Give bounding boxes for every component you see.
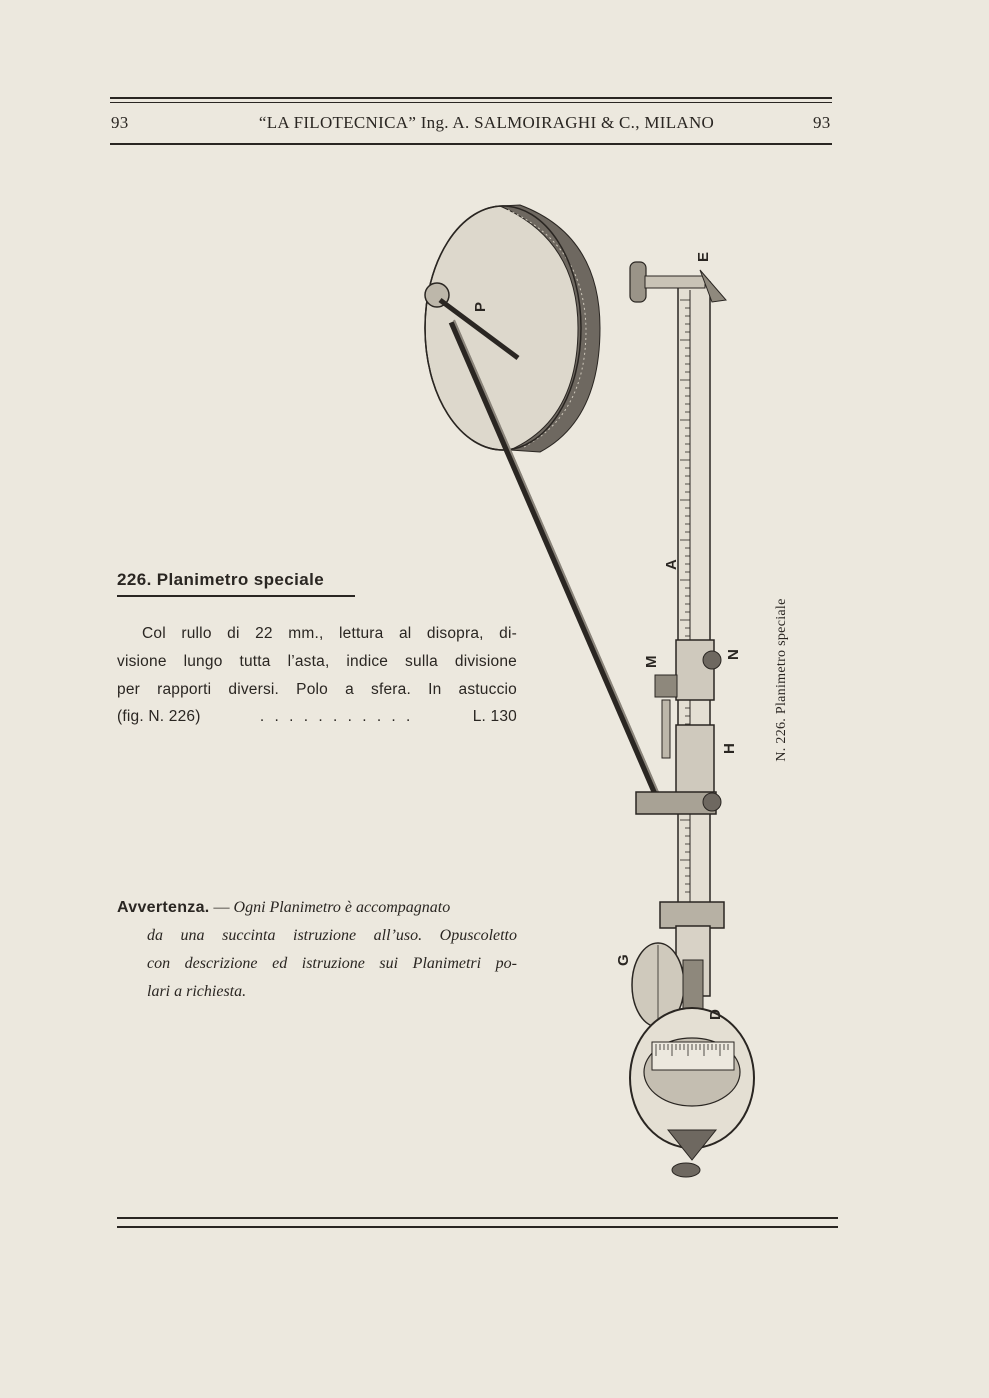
page-number-right: 93	[813, 113, 831, 132]
page-number-left: 93	[111, 113, 129, 132]
section-line-3: per rapporti diversi. Polo a sfera. In astuccio	[117, 681, 517, 698]
section-title-underline	[117, 595, 355, 597]
note-line-3: con descrizione ed istruzione sui Planimetri po-	[147, 955, 517, 972]
price: L. 130	[472, 708, 517, 725]
note-label: Avvertenza.	[117, 899, 210, 916]
tracer-arm	[678, 282, 710, 912]
section-line-2: visione lungo tutta l’asta, indice sulla divisione	[117, 653, 517, 670]
section-line-1: Col rullo di 22 mm., lettura al disopra, di-	[142, 625, 517, 642]
figure-reference: (fig. N. 226)	[117, 708, 201, 725]
label-m: M	[643, 655, 660, 668]
label-n: N	[725, 649, 742, 660]
label-g: G	[615, 954, 632, 966]
footer-rule-bottom	[117, 1226, 838, 1228]
note-dash: —	[209, 899, 234, 916]
measuring-unit	[630, 902, 754, 1177]
label-p: P	[472, 301, 489, 312]
note-line-2: da una succinta istruzione all’uso. Opuscoletto	[147, 927, 517, 944]
note-line-4: lari a richiesta.	[147, 983, 247, 1000]
leader-dots: . . . . . . . . . . .	[259, 708, 414, 725]
note-line-1	[117, 899, 517, 917]
label-d: D	[707, 1009, 724, 1020]
note-text-1: Ogni Planimetro è accompagnato	[233, 899, 451, 916]
running-head: “LA FILOTECNICA” Ing. A. SALMOIRAGHI & C., MILANO	[258, 113, 715, 132]
figure-caption: N. 226. Planimetro speciale	[774, 598, 789, 762]
section-title: 226. Planimetro speciale	[117, 570, 325, 589]
label-e: E	[695, 251, 712, 262]
footer-rule-top	[117, 1217, 838, 1219]
label-a: A	[663, 559, 680, 570]
price-line	[117, 708, 517, 726]
label-h: H	[721, 743, 738, 754]
